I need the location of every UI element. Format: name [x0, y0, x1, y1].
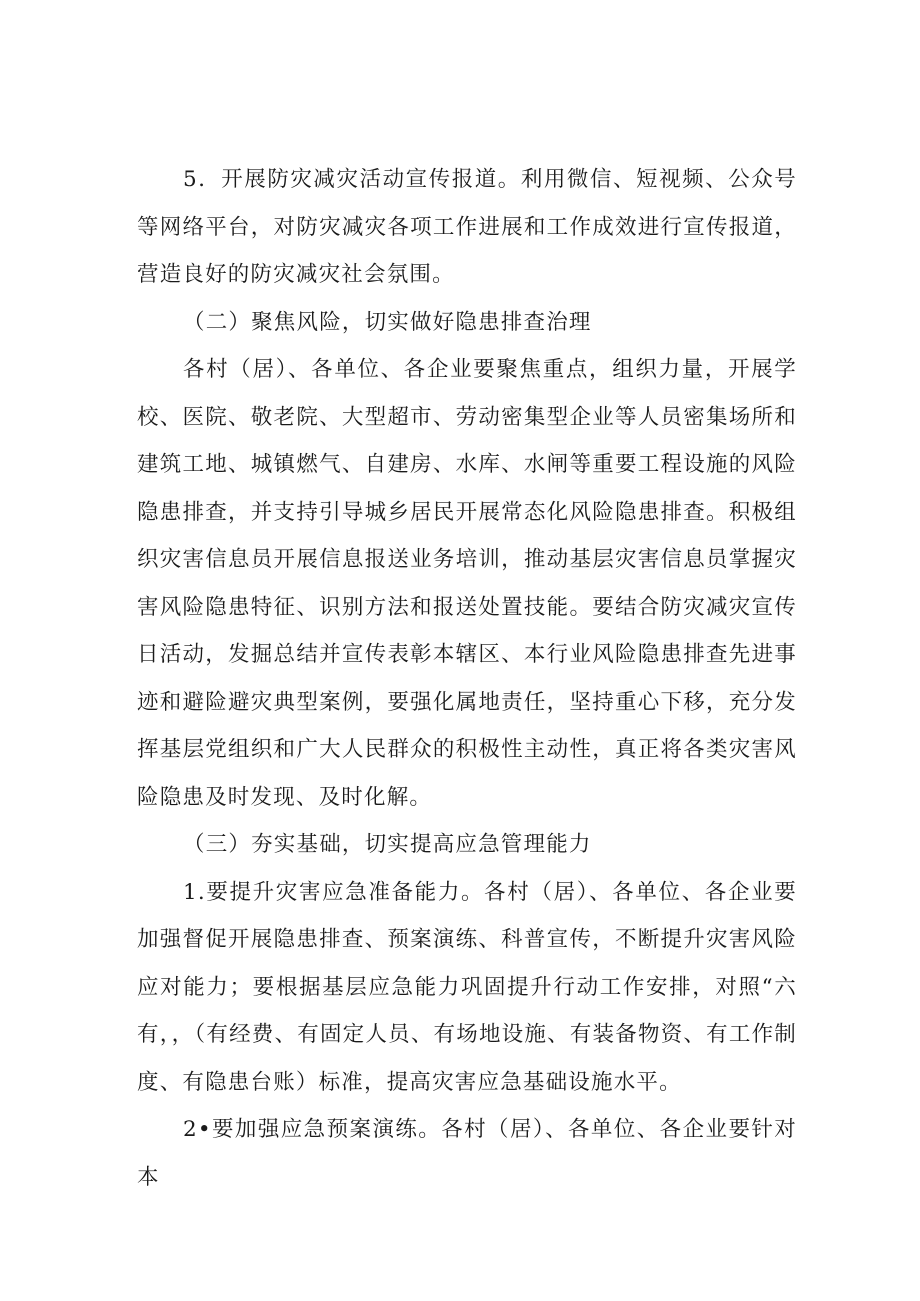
paragraph-publicity-reporting: 5．开展防灾减灾活动宣传报道。利用微信、短视频、公众号等网络平台，对防灾减灾各项工作进展和工作成效进行宣传报道，营造良好的防灾减灾社会氛围。: [137, 167, 797, 287]
document-body: [137, 156, 797, 1201]
section-heading-risk-focus: （二）聚焦风险，切实做好隐患排查治理: [183, 309, 592, 335]
paragraph-hazard-inspection: 各村（居）、各单位、各企业要聚焦重点，组织力量，开展学校、医院、敬老院、大型超市、劳动密集型企业等人员密集场所和建筑工地、城镇燃气、自建房、水库、水闸等重要工程设施的风险隐患排查，并支持引导城乡居民开展常态化风险隐患排查。积极组织灾害信息员开展信息报送业务培训，推动基层灾害信息员掌握灾害风险隐患特征、识别方法和报送处置技能。要结合防灾减灾宣传日活动，发掘总结并宣传表彰本辖区、本行业风险隐患排查先进事迹和避险避灾典型案例，要强化属地责任，坚持重心下移，充分发挥基层党组织和广大人民群众的积极性主动性，真正将各类灾害风险隐患及时发现、及时化解。: [137, 357, 797, 810]
paragraph-emergency-preparedness: 1.要提升灾害应急准备能力。各村（居）、各单位、各企业要加强督促开展隐患排查、预案演练、科普宣传，不断提升灾害风险应对能力；要根据基层应急能力巩固提升行动工作安排，对照“六有，，（有经费、有固定人员、有场地设施、有装备物资、有工作制度、有隐患台账）标准，提高灾害应急基础设施水平。: [137, 879, 797, 1095]
paragraph-emergency-drills: 2•要加强应急预案演练。各村（居）、各单位、各企业要针对本: [137, 1117, 797, 1190]
section-heading-foundation: （三）夯实基础，切实提高应急管理能力: [183, 832, 592, 857]
